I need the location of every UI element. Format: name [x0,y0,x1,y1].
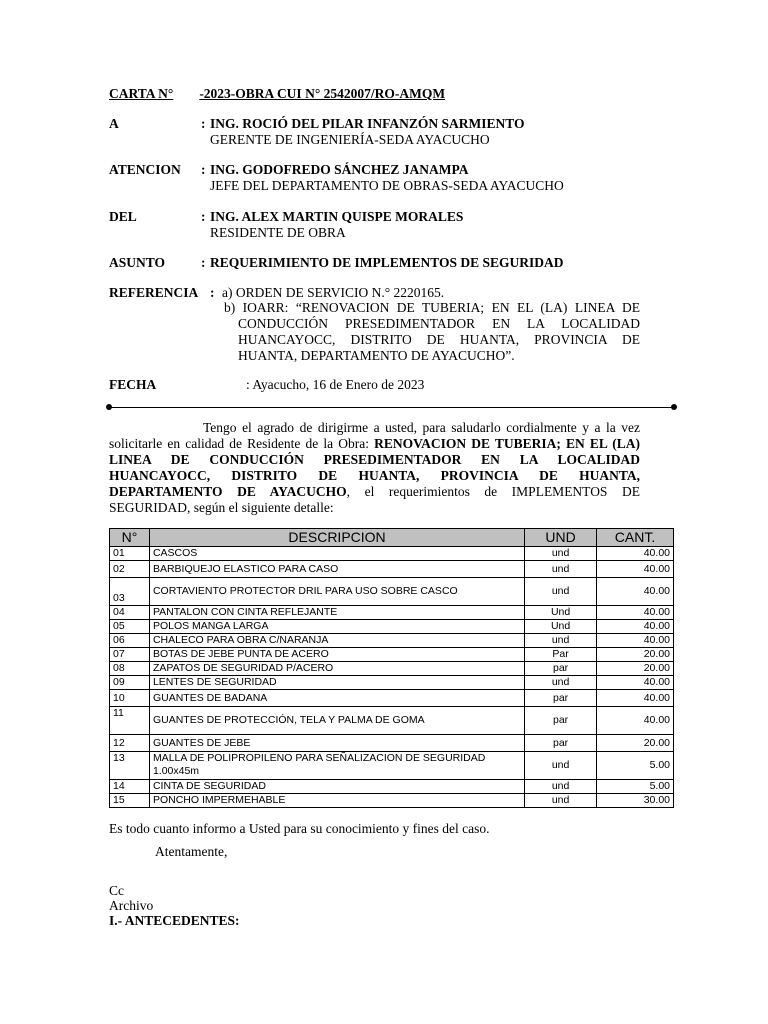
row-number: 05 [110,620,150,634]
row-quantity: 40.00 [597,606,674,620]
header-number: N° [110,529,150,547]
table-row [110,794,674,808]
row-description: POLOS MANGA LARGA [149,620,524,634]
attention-name: ING. GODOFREDO SÁNCHEZ JANAMPA [210,162,469,177]
row-description-line2: 1.00x45m [152,765,200,777]
row-number: 12 [110,735,150,752]
subject-label: ASUNTO [109,255,166,270]
row-unit: par [525,662,597,676]
subject-text: REQUERIMIENTO DE IMPLEMENTOS DE SEGURIDAD [210,255,564,270]
row-quantity: 40.00 [597,578,674,606]
row-number: 06 [110,634,150,648]
table-row [110,606,674,620]
to-role: GERENTE DE INGENIERÍA-SEDA AYACUCHO [210,132,490,147]
row-unit: und [525,634,597,648]
row-unit: par [525,690,597,707]
table-row [110,634,674,648]
row-description: GUANTES DE JEBE [149,735,524,752]
row-description: CASCOS [149,547,524,561]
body-outro: , el requerimientos de IMPLEMENTOS DE SEGURIDAD, según el siguiente detalle: [109,484,640,515]
table-row [110,648,674,662]
reference-a: a) ORDEN DE SERVICIO N.° 2220165. [222,285,445,300]
to-name: ING. ROCIÓ DEL PILAR INFANZÓN SARMIENTO [210,116,525,131]
table-row [110,547,674,561]
row-description: BARBIQUEJO ELASTICO PARA CASO [149,561,524,578]
carta-number: -2023-OBRA CUI N° 2542007/RO-AMQM [199,86,446,101]
row-unit: und [525,752,597,780]
row-unit: par [525,707,597,735]
row-quantity: 5.00 [597,780,674,794]
row-description [149,752,524,780]
row-description: PONCHO IMPERMEHABLE [149,794,524,808]
row-number: 09 [110,676,150,690]
row-quantity: 40.00 [597,634,674,648]
row-number: 08 [110,662,150,676]
body-project: RENOVACION DE TUBERIA; EN EL (LA) LINEA DE CONDUCCIÓN PRESEDIMENTADOR EN LA LOCALIDAD HUANCAYOCC, DISTRITO DE HUANTA, PROVINCIA DE HUANTA, DEPARTAMENTO DE AYACUCHO [109,436,640,499]
carta-line [109,86,445,102]
table-row [110,690,674,707]
row-unit: und [525,794,597,808]
row-description-line1: MALLA DE POLIPROPILENO PARA SEÑALIZACION DE SEGURIDAD [152,752,486,764]
row-description: CHALECO PARA OBRA C/NARANJA [149,634,524,648]
row-quantity: 40.00 [597,707,674,735]
subject-colon: : [201,255,206,270]
divider-dot-right [671,404,677,410]
regards-text: Atentamente, [155,844,228,859]
carta-label: CARTA N° [109,86,174,101]
attention-label: ATENCION [109,162,181,177]
row-description: BOTAS DE JEBE PUNTA DE ACERO [149,648,524,662]
row-unit: par [525,735,597,752]
table-row [110,676,674,690]
table-row [110,780,674,794]
row-number: 15 [110,794,150,808]
row-unit: Und [525,606,597,620]
cc-label: Cc [109,883,124,898]
row-quantity: 20.00 [597,662,674,676]
table-row [110,561,674,578]
body-paragraph [109,420,640,516]
row-number: 13 [110,752,150,780]
table-row [110,735,674,752]
row-number: 04 [110,606,150,620]
row-unit: und [525,578,597,606]
row-description: LENTES DE SEGURIDAD [149,676,524,690]
table-row [110,752,674,780]
row-unit: Und [525,620,597,634]
attention-colon: : [201,162,206,177]
row-number: 14 [110,780,150,794]
body-intro: Tengo el agrado de dirigirme a usted, para saludarlo cordialmente y a la vez solicitarle en calidad de Residente de la Obra: [109,420,640,451]
row-unit: und [525,780,597,794]
reference-colon: : [210,285,215,300]
row-unit: und [525,561,597,578]
row-quantity: 5.00 [597,752,674,780]
closing-text: Es todo cuanto informo a Usted para su conocimiento y fines del caso. [109,821,490,836]
header-description: DESCRIPCION [149,529,524,547]
from-label: DEL [109,209,137,224]
row-description: GUANTES DE BADANA [149,690,524,707]
divider-line [109,407,675,408]
attention-role: JEFE DEL DEPARTAMENTO DE OBRAS-SEDA AYACUCHO [210,178,564,193]
row-quantity: 40.00 [597,676,674,690]
from-colon: : [201,209,206,224]
row-unit: und [525,547,597,561]
to-colon: : [201,116,206,131]
row-unit: Par [525,648,597,662]
row-quantity: 20.00 [597,648,674,662]
row-description: PANTALON CON CINTA REFLEJANTE [149,606,524,620]
row-number: 01 [110,547,150,561]
row-number: 10 [110,690,150,707]
table-row [110,707,674,735]
from-role: RESIDENTE DE OBRA [210,225,346,240]
from-name: ING. ALEX MARTIN QUISPE MORALES [210,209,464,224]
table-row [110,620,674,634]
reference-b-rest: CONDUCCIÓN PRESEDIMENTADOR EN LA LOCALIDAD HUANCAYOCC, DISTRITO DE HUANTA, PROVINCIA DE HUANTA, DEPARTAMENTO DE AYACUCHO”. [238,316,640,363]
table-row [110,662,674,676]
row-quantity: 40.00 [597,561,674,578]
section-antecedents-heading: I.- ANTECEDENTES: [109,913,240,928]
row-description: GUANTES DE PROTECCIÓN, TELA Y PALMA DE GOMA [149,707,524,735]
header-quantity: CANT. [597,529,674,547]
date-value: : Ayacucho, 16 de Enero de 2023 [246,377,425,392]
items-table [109,528,674,808]
reference-label: REFERENCIA [109,285,199,300]
to-label: A [109,116,119,131]
row-number: 07 [110,648,150,662]
row-quantity: 30.00 [597,794,674,808]
row-description: CINTA DE SEGURIDAD [149,780,524,794]
row-description: ZAPATOS DE SEGURIDAD P/ACERO [149,662,524,676]
table-header-row [110,529,674,547]
row-unit: und [525,676,597,690]
row-quantity: 20.00 [597,735,674,752]
reference-b-first: b) IOARR: “RENOVACION DE TUBERIA; EN EL (LA) LINEA DE [224,300,640,315]
row-quantity: 40.00 [597,690,674,707]
row-number: 02 [110,561,150,578]
row-description: CORTAVIENTO PROTECTOR DRIL PARA USO SOBRE CASCO [149,578,524,606]
row-quantity: 40.00 [597,620,674,634]
archive-label: Archivo [109,898,154,913]
row-number: 11 [110,707,150,735]
date-label: FECHA [109,377,157,392]
header-unit: UND [525,529,597,547]
row-number: 03 [110,578,150,606]
table-row [110,578,674,606]
row-quantity: 40.00 [597,547,674,561]
